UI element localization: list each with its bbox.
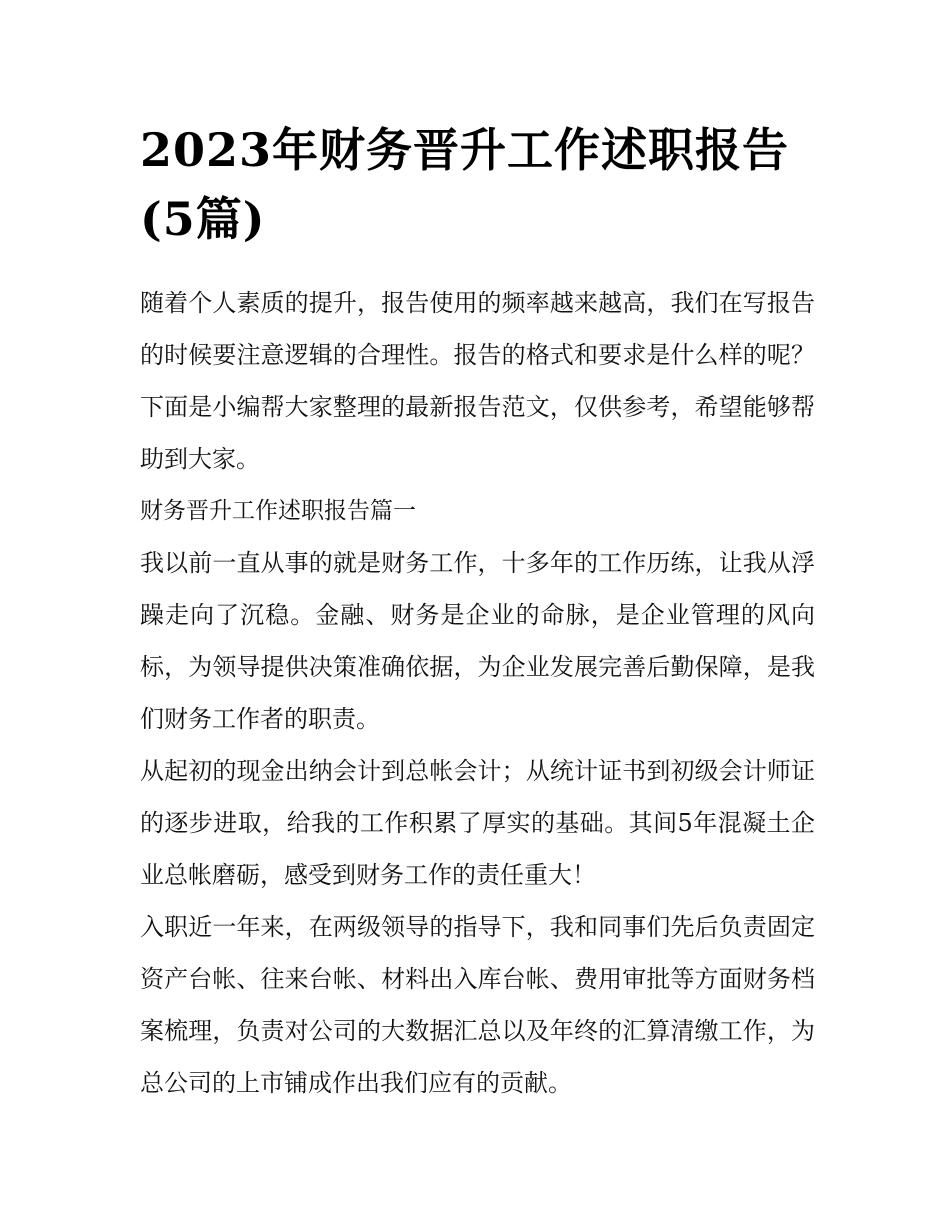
intro-paragraph: 随着个人素质的提升，报告使用的频率越来越高，我们在写报告的时候要注意逻辑的合理性。报告的格式和要求是什么样的呢？下面是小编帮大家整理的最新报告范文，仅供参考，希望能够帮助到大家。 (140, 289, 815, 473)
body-paragraph: 入职近一年来，在两级领导的指导下，我和同事们先后负责固定资产台帐、往来台帐、材料出入库台帐、费用审批等方面财务档案梳理，负责对公司的大数据汇总以及年终的汇算清缴工作，为总公司的上市铺成作出我们应有的贡献。 (140, 913, 815, 1097)
body-paragraph: 我以前一直从事的就是财务工作，十多年的工作历练，让我从浮躁走向了沉稳。金融、财务是企业的命脉，是企业管理的风向标，为领导提供决策准确依据，为企业发展完善后勤保障，是我们财务工作者的职责。 (140, 549, 815, 733)
body-paragraph: 从起初的现金出纳会计到总帐会计；从统计证书到初级会计师证的逐步进取，给我的工作积累了厚实的基础。其间5年混凝土企业总帐磨砺，感受到财务工作的责任重大！ (140, 757, 815, 889)
document-body (140, 277, 815, 1109)
section-heading: 财务晋升工作述职报告篇一 (140, 498, 416, 524)
document-title: 2023年财务晋升工作述职报告(5篇) (140, 123, 790, 246)
